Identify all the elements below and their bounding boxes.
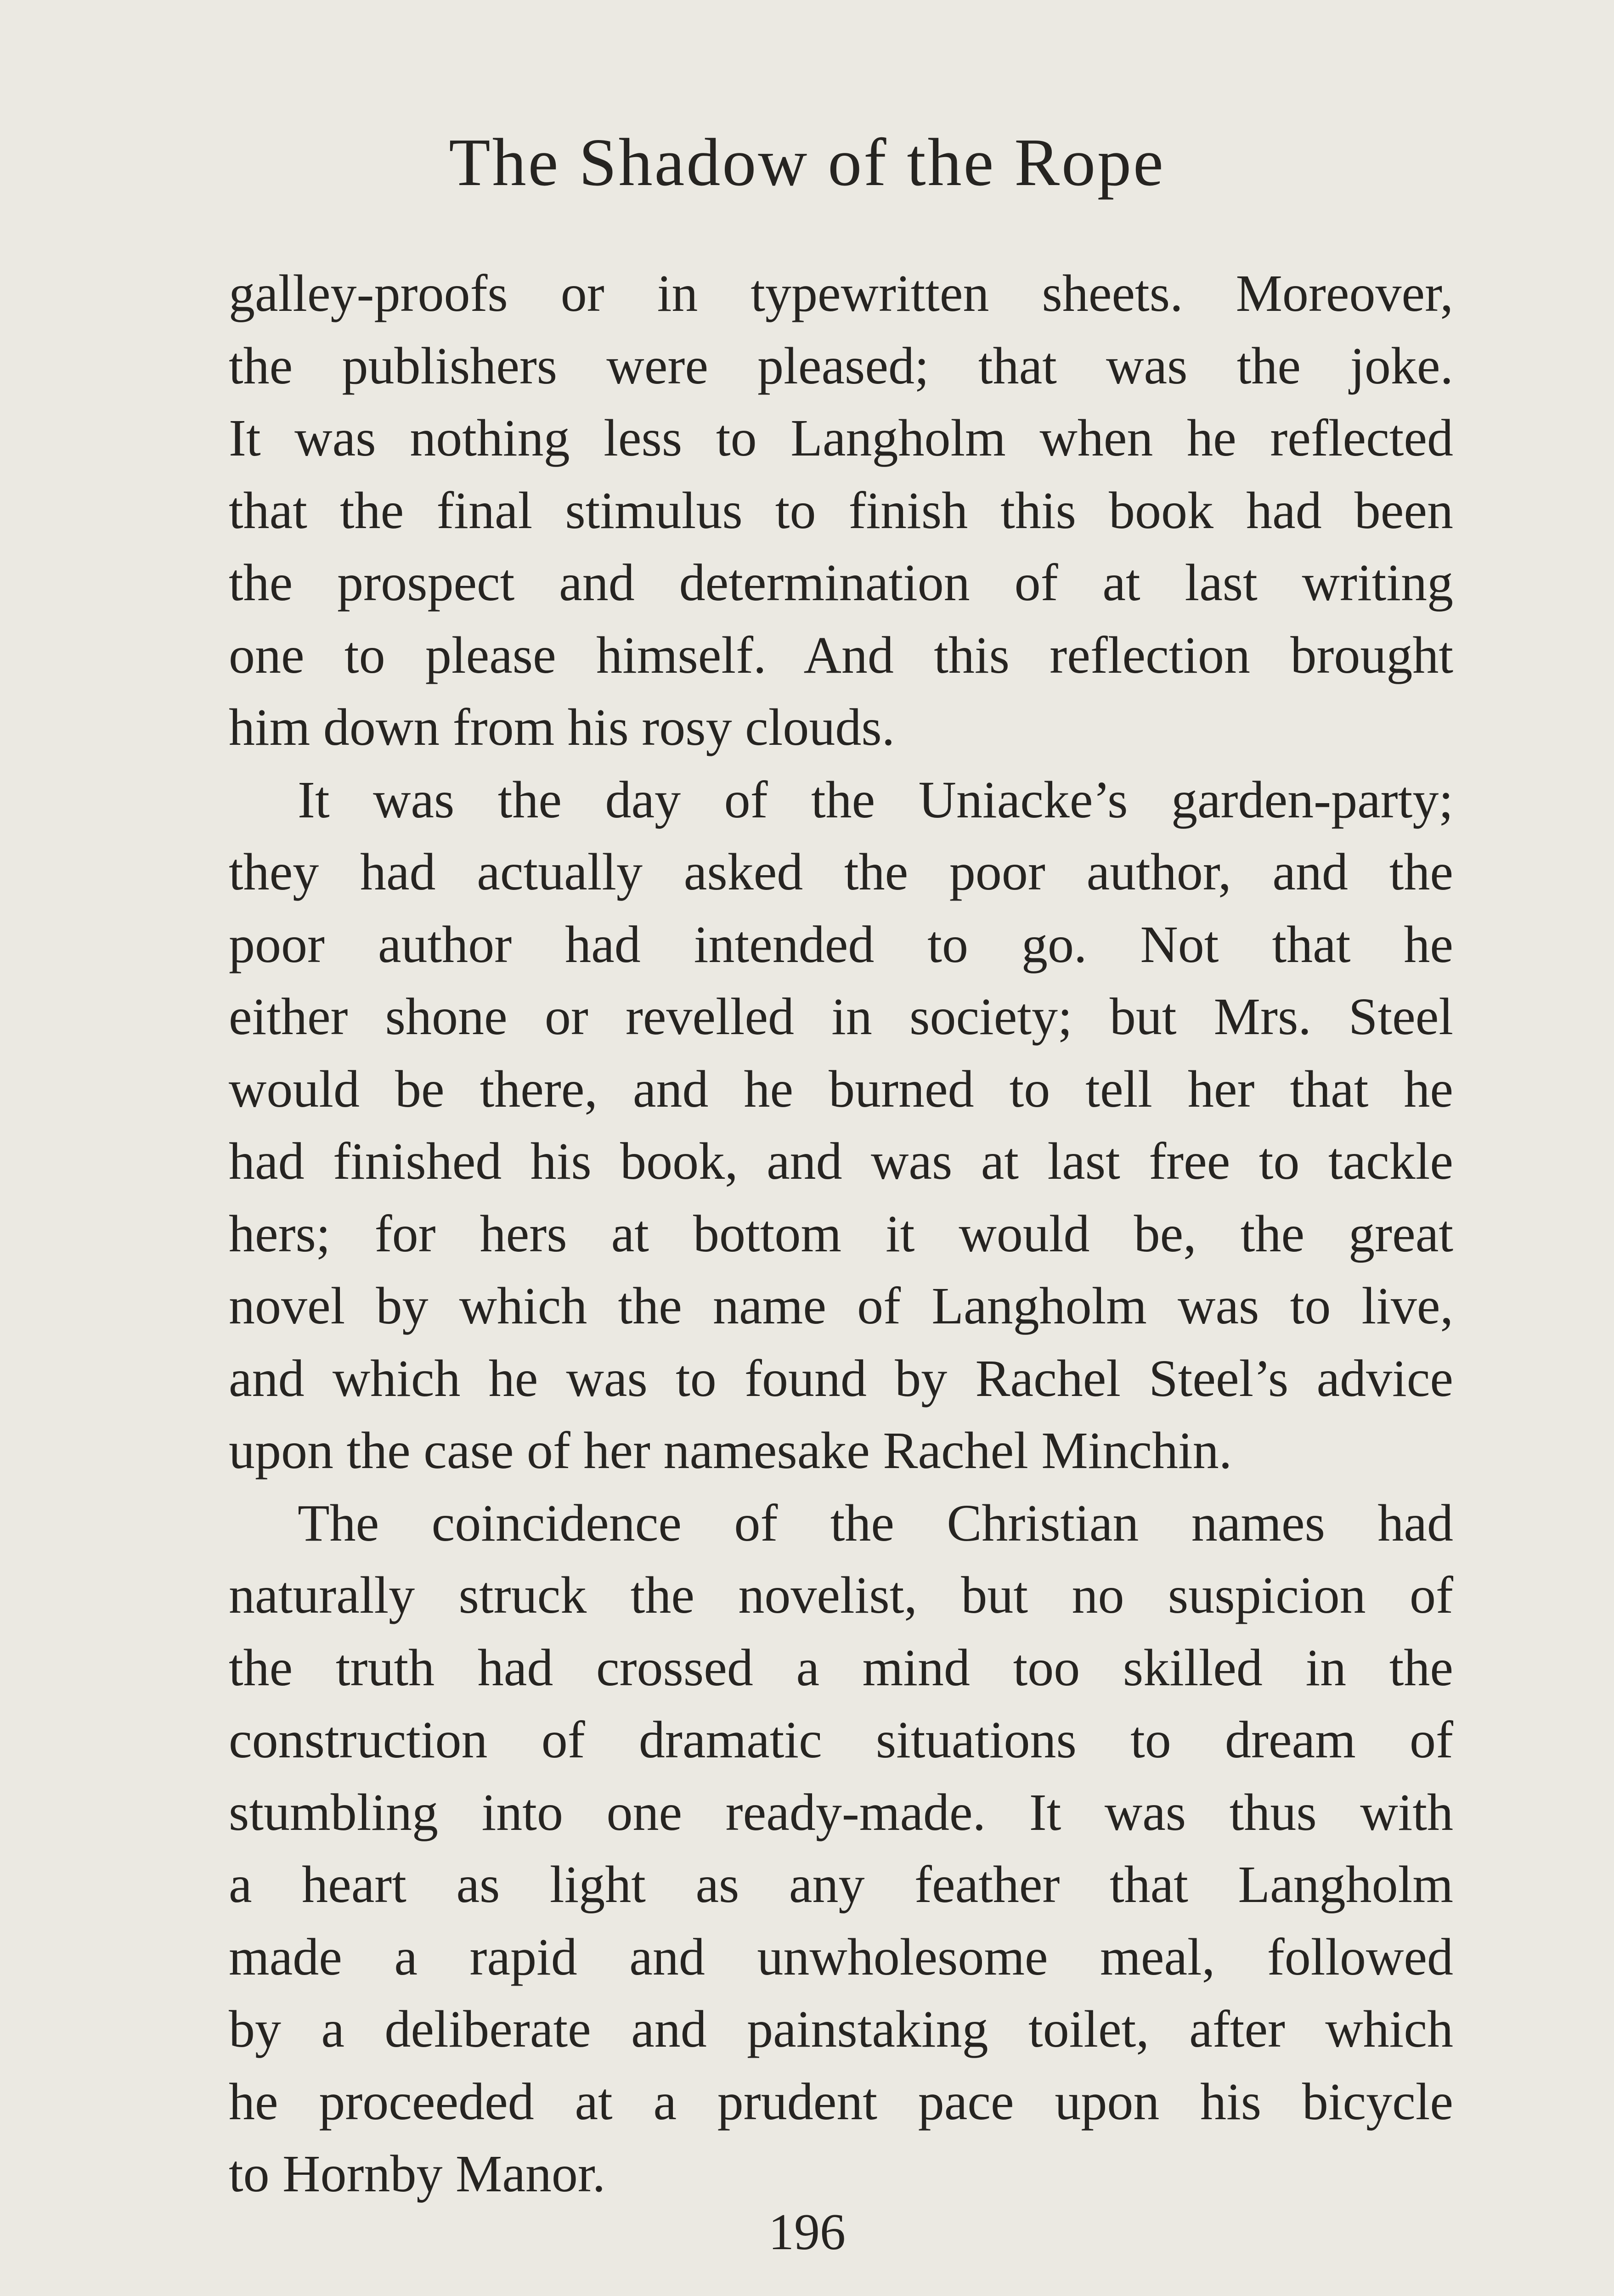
text-line: the truth had crossed a mind too skilled in the (229, 1638, 1453, 1697)
text-line: upon the case of her namesake Rachel Minchin. (229, 1421, 1232, 1480)
running-head: The Shadow of the Rope (449, 125, 1165, 200)
text-line: the prospect and determination of at last writing (229, 553, 1453, 612)
text-line: to Hornby Manor. (229, 2144, 606, 2203)
text-line: and which he was to found by Rachel Steel’s advice (229, 1349, 1453, 1407)
text-line: would be there, and he burned to tell her that he (229, 1059, 1453, 1118)
text-line: him down from his rosy clouds. (229, 698, 895, 756)
text-line: had finished his book, and was at last free to tackle (229, 1132, 1453, 1190)
text-line: The coincidence of the Christian names had (298, 1493, 1453, 1552)
paragraph (229, 764, 1453, 1487)
text-line: that the final stimulus to finish this book had been (229, 481, 1453, 540)
text-line: galley-proofs or in typewritten sheets. Moreover, (229, 264, 1453, 322)
text-line: by a deliberate and painstaking toilet, after which (229, 2000, 1453, 2058)
text-line: novel by which the name of Langholm was to live, (229, 1277, 1453, 1335)
text-line: he proceeded at a prudent pace upon his bicycle (229, 2072, 1453, 2131)
text-line: hers; for hers at bottom it would be, the great (229, 1204, 1453, 1263)
page-number: 196 (768, 2204, 846, 2261)
text-line: naturally struck the novelist, but no suspicion of (229, 1566, 1453, 1624)
text-line: they had actually asked the poor author, and the (229, 843, 1453, 901)
text-line: a heart as light as any feather that Langholm (229, 1855, 1453, 1913)
text-line: one to please himself. And this reflection brought (229, 625, 1453, 684)
text-line: It was the day of the Uniacke’s garden-party; (298, 770, 1453, 829)
text-line: either shone or revelled in society; but Mrs. Steel (229, 987, 1453, 1046)
paragraph (229, 1487, 1453, 2210)
text-line: construction of dramatic situations to dream of (229, 1711, 1453, 1769)
text-line: the publishers were pleased; that was the joke. (229, 336, 1453, 395)
text-line: poor author had intended to go. Not that he (229, 915, 1453, 974)
text-line: stumbling into one ready-made. It was thus with (229, 1783, 1453, 1841)
body-text (229, 257, 1453, 2210)
text-line: made a rapid and unwholesome meal, followed (229, 1927, 1453, 1986)
paragraph (229, 257, 1453, 764)
text-line: It was nothing less to Langholm when he reflected (229, 409, 1453, 467)
